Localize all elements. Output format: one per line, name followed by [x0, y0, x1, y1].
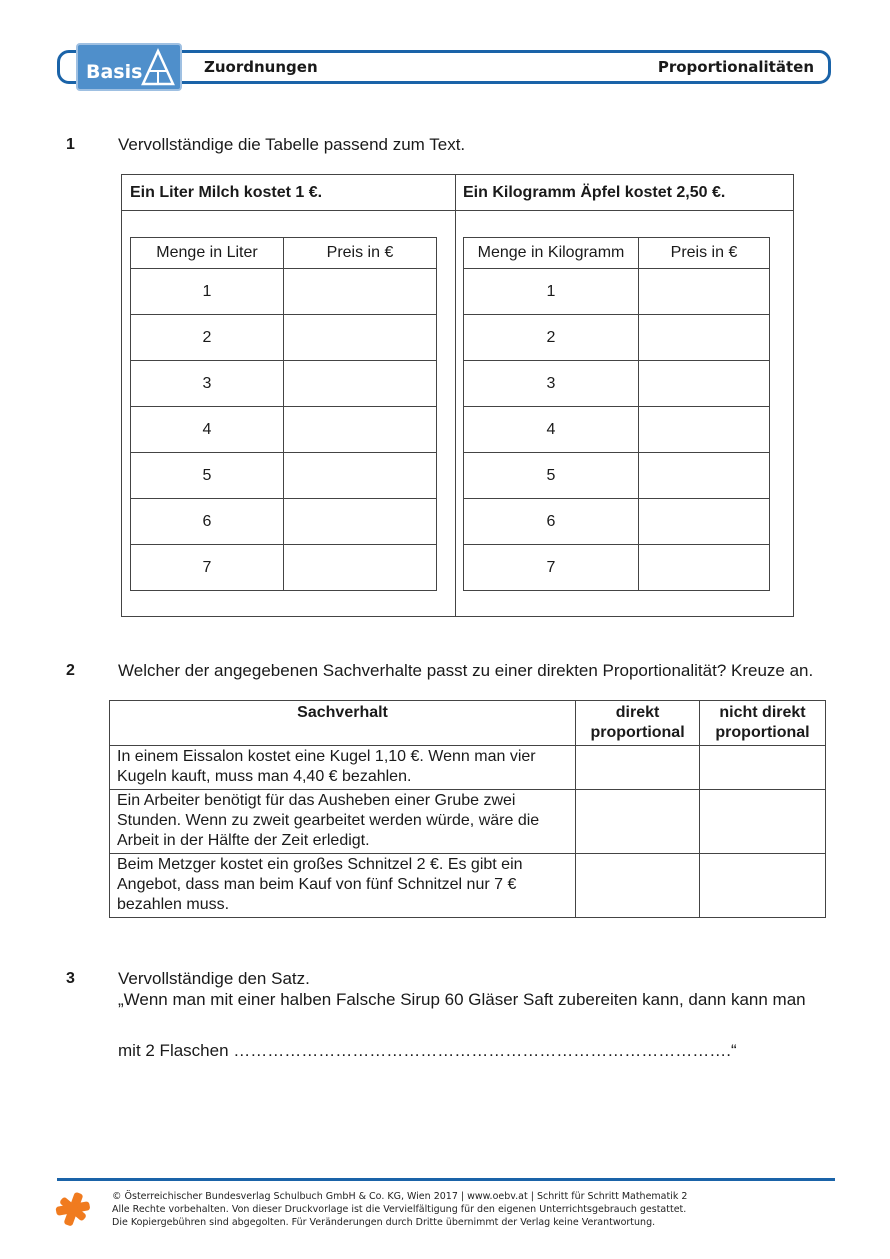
table-cell: Beim Metzger kostet ein großes Schnitzel 2 €. Es gibt ein Angebot, dass man beim Kauf von fünf Schnitzel nur 7 € bezahlen muss.: [110, 854, 576, 918]
checkbox-cell[interactable]: [576, 746, 700, 790]
answer-cell[interactable]: [284, 315, 437, 361]
table-cell: 2: [464, 315, 639, 361]
task1-instruction: Vervollständige die Tabelle passend zum Text.: [118, 135, 466, 154]
rights-line: Alle Rechte vorbehalten. Von dieser Druckvorlage ist die Vervielfältigung für den eigenen Unterrichtsgebrauch gestattet.: [112, 1204, 687, 1215]
logo-text: Basis: [86, 61, 143, 83]
checkbox-cell[interactable]: [576, 854, 700, 918]
answer-cell[interactable]: [284, 269, 437, 315]
basis-logo: [76, 43, 182, 91]
table-cell: 6: [464, 499, 639, 545]
header-subtopic: Proportionalitäten: [657, 58, 814, 76]
table-header: Menge in Kilogramm: [464, 238, 639, 269]
answer-cell[interactable]: [284, 545, 437, 591]
table-cell: 4: [464, 407, 639, 453]
checkbox-cell[interactable]: [700, 790, 826, 854]
proportionality-table: [109, 700, 826, 918]
answer-cell[interactable]: [284, 407, 437, 453]
table-cell: 7: [131, 545, 284, 591]
task1-right-caption: Ein Kilogramm Äpfel kostet 2,50 €.: [463, 184, 726, 201]
answer-cell[interactable]: [639, 269, 770, 315]
table-cell: Ein Arbeiter benötigt für das Ausheben einer Grube zwei Stunden. Wenn zu zweit gearbeitet werden würde, wäre die Arbeit in der Hälfte der Zeit erledigt.: [110, 790, 576, 854]
table-cell: 2: [131, 315, 284, 361]
table-cell: 7: [464, 545, 639, 591]
task3-sentence-start: „Wenn man mit einer halben Falsche Sirup 60 Gläser Saft zubereiten kann, dann kann man: [118, 990, 806, 1009]
publisher-star-icon: [54, 1190, 92, 1233]
table-header: Preis in €: [639, 238, 770, 269]
checkbox-cell[interactable]: [700, 854, 826, 918]
answer-cell[interactable]: [284, 453, 437, 499]
task3-instruction: Vervollständige den Satz.: [118, 969, 310, 988]
task1-number: 1: [66, 136, 75, 153]
footer-divider: [57, 1178, 835, 1181]
fees-line: Die Kopiergebühren sind abgegolten. Für Veränderungen durch Dritte übernimmt der Verlag keine Verantwortung.: [112, 1217, 656, 1228]
table-cell: 5: [131, 453, 284, 499]
table-cell: 1: [464, 269, 639, 315]
table-cell: 1: [131, 269, 284, 315]
checkbox-cell[interactable]: [576, 790, 700, 854]
table-header: Sachverhalt: [110, 701, 576, 746]
answer-cell[interactable]: [639, 361, 770, 407]
task1-left-caption: Ein Liter Milch kostet 1 €.: [130, 184, 323, 201]
table-cell: 3: [464, 361, 639, 407]
triangle-icon: [140, 47, 176, 87]
task3-fill-line[interactable]: mit 2 Flaschen …………………………………………………………………………….“: [118, 1041, 737, 1060]
answer-cell[interactable]: [639, 453, 770, 499]
answer-cell[interactable]: [284, 499, 437, 545]
task3-number: 3: [66, 970, 75, 987]
task2-number: 2: [66, 662, 75, 679]
task2-instruction: Welcher der angegebenen Sachverhalte passt zu einer direkten Proportionalität? Kreuze an.: [118, 661, 814, 680]
answer-cell[interactable]: [639, 545, 770, 591]
table-cell: 4: [131, 407, 284, 453]
table-header: Menge in Liter: [131, 238, 284, 269]
answer-cell[interactable]: [639, 499, 770, 545]
header-topic: Zuordnungen: [204, 58, 318, 76]
answer-cell[interactable]: [639, 315, 770, 361]
checkbox-cell[interactable]: [700, 746, 826, 790]
answer-cell[interactable]: [284, 361, 437, 407]
table-cell: In einem Eissalon kostet eine Kugel 1,10 €. Wenn man vier Kugeln kauft, muss man 4,40 € bezahlen.: [110, 746, 576, 790]
table-cell: 6: [131, 499, 284, 545]
apple-price-table: [463, 237, 770, 591]
table-header: Preis in €: [284, 238, 437, 269]
milk-price-table: [130, 237, 437, 591]
answer-cell[interactable]: [639, 407, 770, 453]
table-header: nicht direkt proportional: [700, 701, 826, 746]
copyright-line: © Österreichischer Bundesverlag Schulbuch GmbH & Co. KG, Wien 2017 | www.oebv.at | Schritt für Schritt Mathematik 2: [112, 1191, 688, 1202]
table-cell: 5: [464, 453, 639, 499]
table-cell: 3: [131, 361, 284, 407]
table-header: direkt proportional: [576, 701, 700, 746]
copyright-notice: [112, 1190, 687, 1229]
